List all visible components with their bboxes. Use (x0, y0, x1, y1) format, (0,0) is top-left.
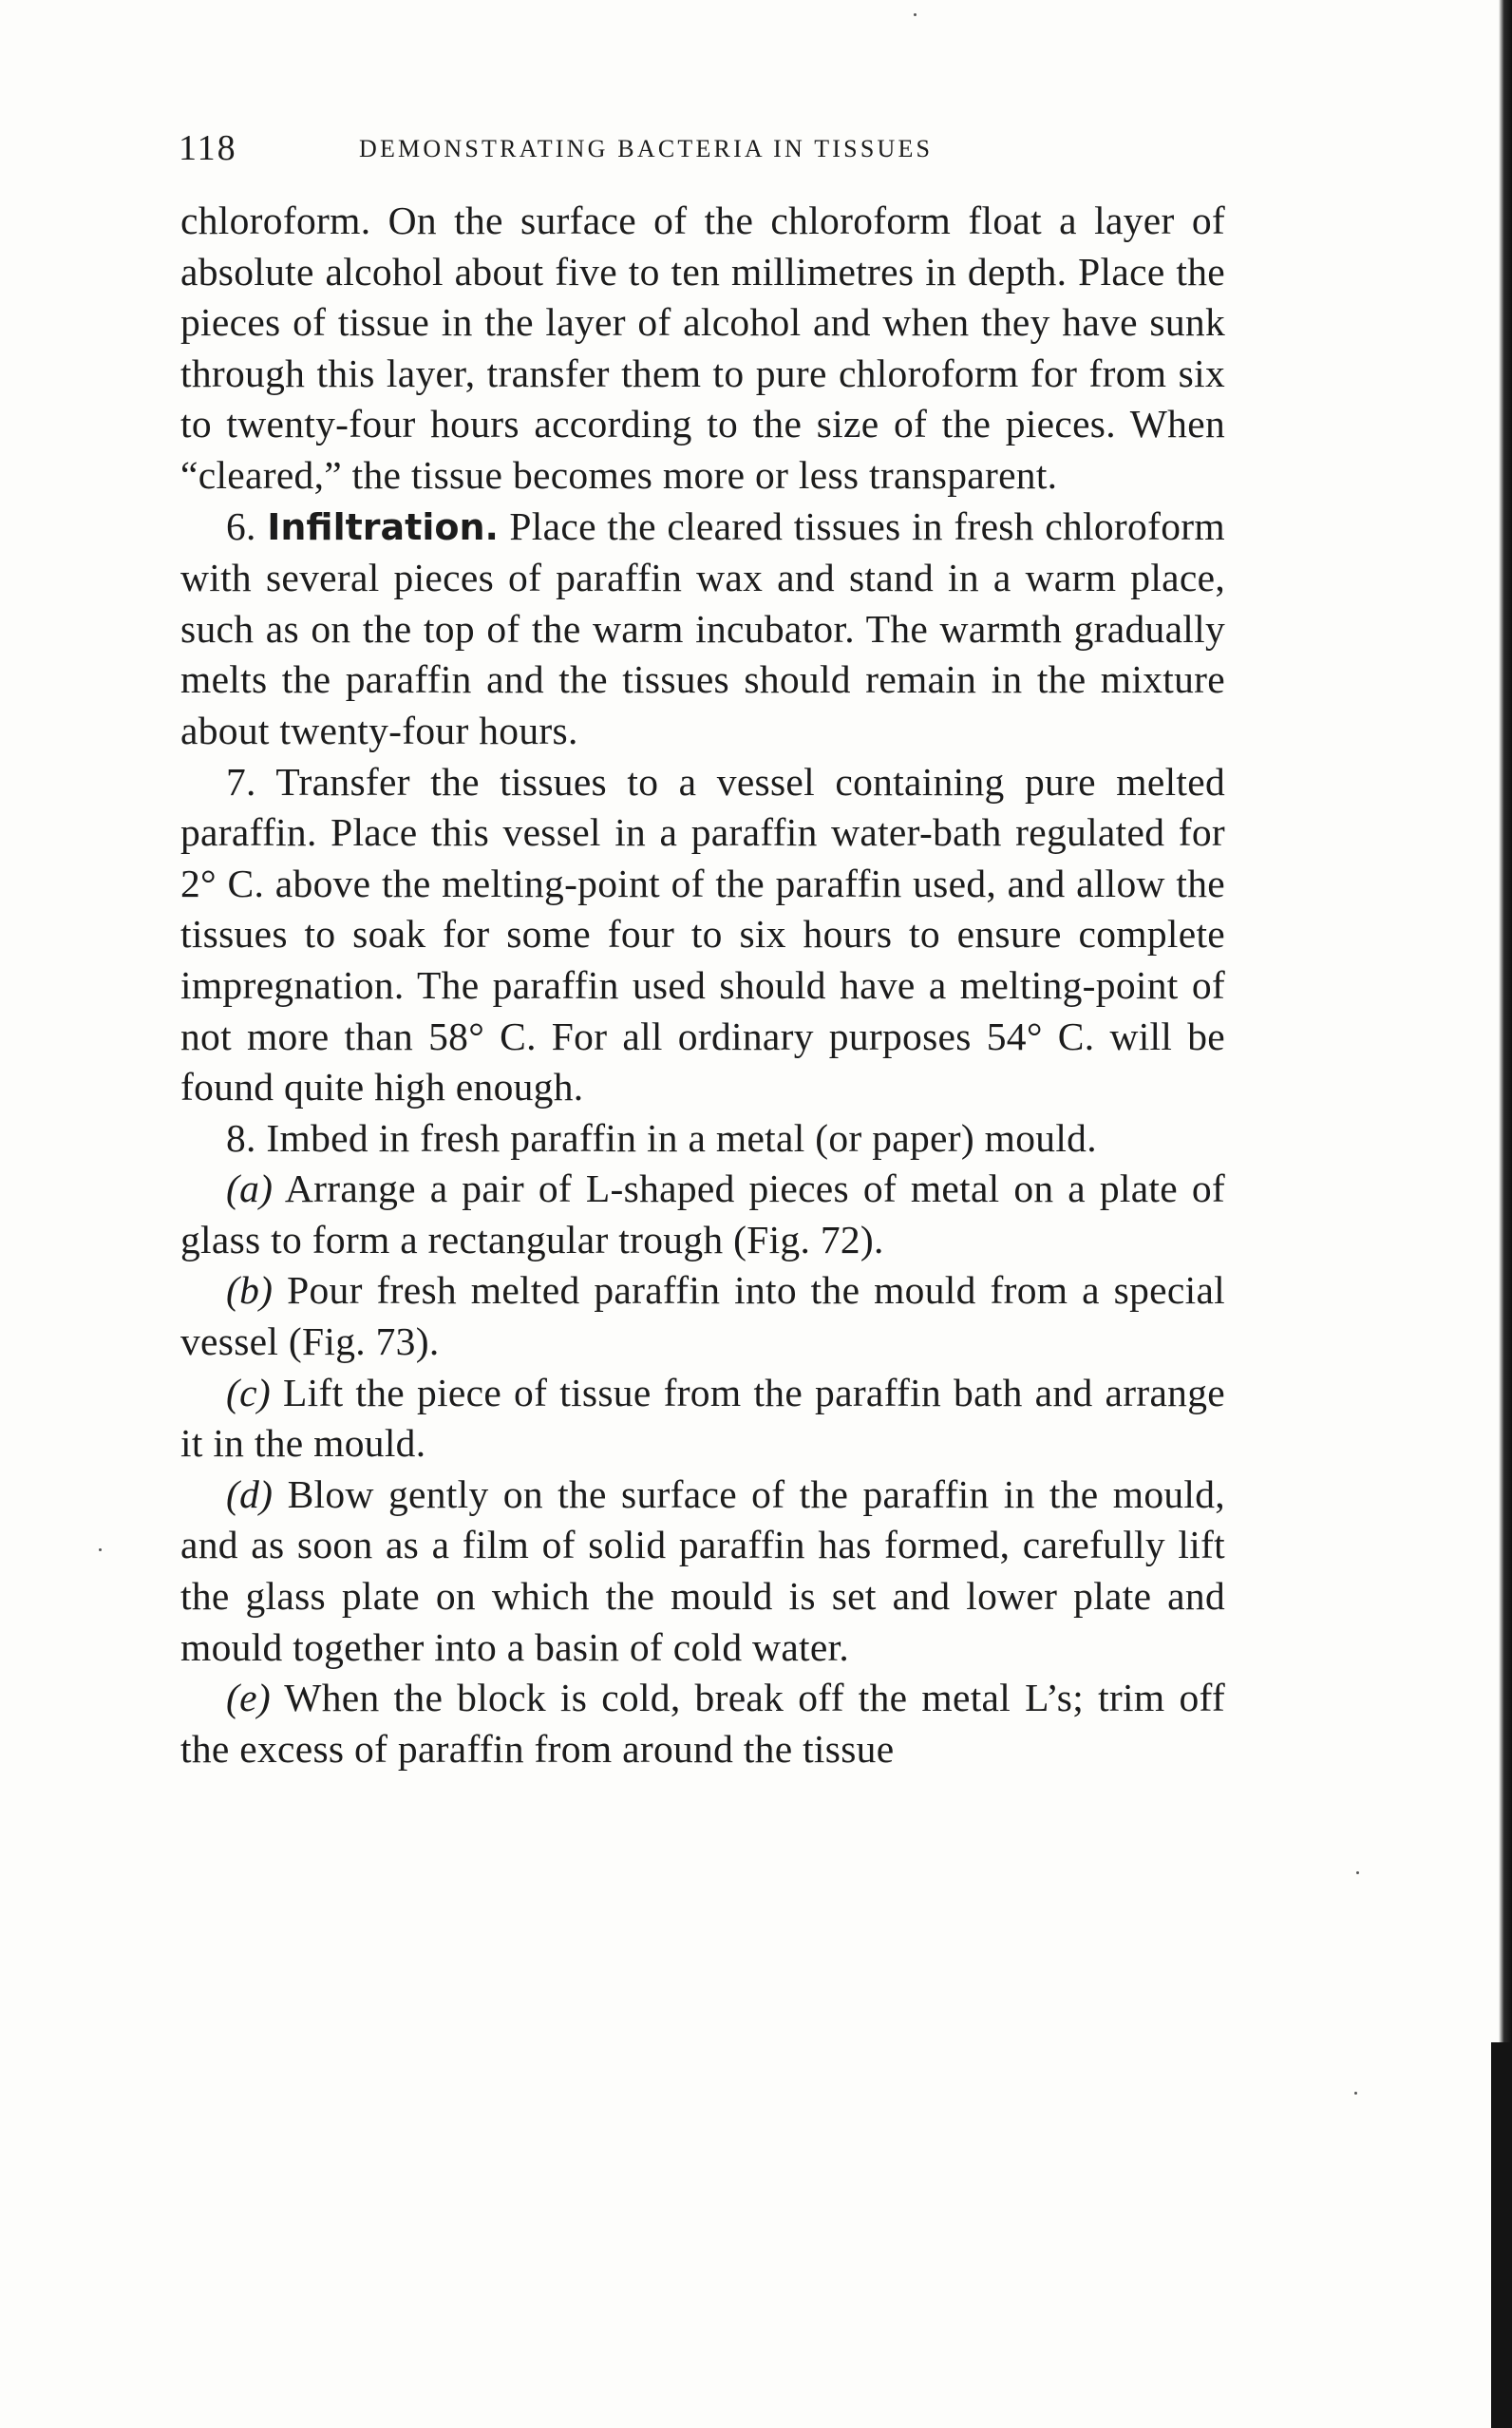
substep-b (180, 1265, 1225, 1367)
substep-d (180, 1470, 1225, 1673)
scan-speck (1356, 1871, 1359, 1874)
page-number: 118 (179, 128, 237, 168)
body-text (180, 196, 1225, 1774)
substep-e (180, 1673, 1225, 1774)
scan-speck (1354, 2092, 1357, 2095)
substep-a (180, 1164, 1225, 1265)
paragraph-infiltration (180, 502, 1225, 757)
substep-text: Blow gently on the surface of the paraffin in the mould, and as soon as a film of solid paraffin has formed, carefully lift the glass plate on which the mould is set and lower plate and mould together into a basin of cold water. (180, 1471, 1225, 1669)
step-number: 6. (226, 503, 256, 548)
running-head: DEMONSTRATING BACTERIA IN TISSUES (359, 135, 934, 162)
page-header (179, 127, 1223, 168)
paragraph-clearing: chloroform. On the surface of the chloroform float a layer of absolute alcohol about five to ten millimetres in depth. Place the pieces of tissue in the layer of alcohol and when they have sunk through this layer, transfer them to pure chloroform for from six to twenty-four hours according to the size of the pieces. When “cleared,” the tissue becomes more or less transparent. (180, 199, 1225, 497)
substep-text: When the block is cold, break off the metal L’s; trim off the excess of paraffin from around the tissue (180, 1676, 1225, 1771)
substep-letter: (d) (226, 1471, 274, 1516)
substep-text: Lift the piece of tissue from the paraffin bath and arrange it in the mould. (180, 1370, 1225, 1466)
book-spine-shadow-lower (1491, 2042, 1512, 2428)
substep-letter: (a) (226, 1167, 274, 1211)
substep-letter: (c) (226, 1370, 271, 1414)
paragraph-step-7: 7. Transfer the tissues to a vessel containing pure melted paraffin. Place this vessel in a paraffin water-bath regulated for 2° C. above the melting-point of the paraffin used, and allow the tissues to soak for some four to six hours to ensure complete impregnation. The paraffin used should have a melting-point of not more than 58° C. For all ordinary purposes 54° C. will be found quite high enough. (180, 759, 1225, 1110)
paragraph-text: Place the cleared tissues in fresh chloroform with several pieces of paraffin wax and stand in a warm place, such as on the top of the warm incubator. The warmth gradually melts the paraffin and the tissues should remain in the mixture about twenty-four hours. (180, 503, 1225, 752)
substep-text: Pour fresh melted paraffin into the mould from a special vessel (Fig. 73). (180, 1268, 1225, 1364)
scan-speck (914, 13, 917, 16)
substep-letter: (e) (226, 1676, 271, 1720)
section-heading: Infiltration. (267, 505, 499, 548)
substep-text: Arrange a pair of L-shaped pieces of metal on a plate of glass to form a rectangular trough (Fig. 72). (180, 1167, 1225, 1261)
paragraph-step-8: 8. Imbed in fresh paraffin in a metal (or paper) mould. (226, 1115, 1097, 1160)
substep-c (180, 1368, 1225, 1470)
substep-letter: (b) (226, 1268, 274, 1313)
scan-speck (99, 1548, 102, 1551)
